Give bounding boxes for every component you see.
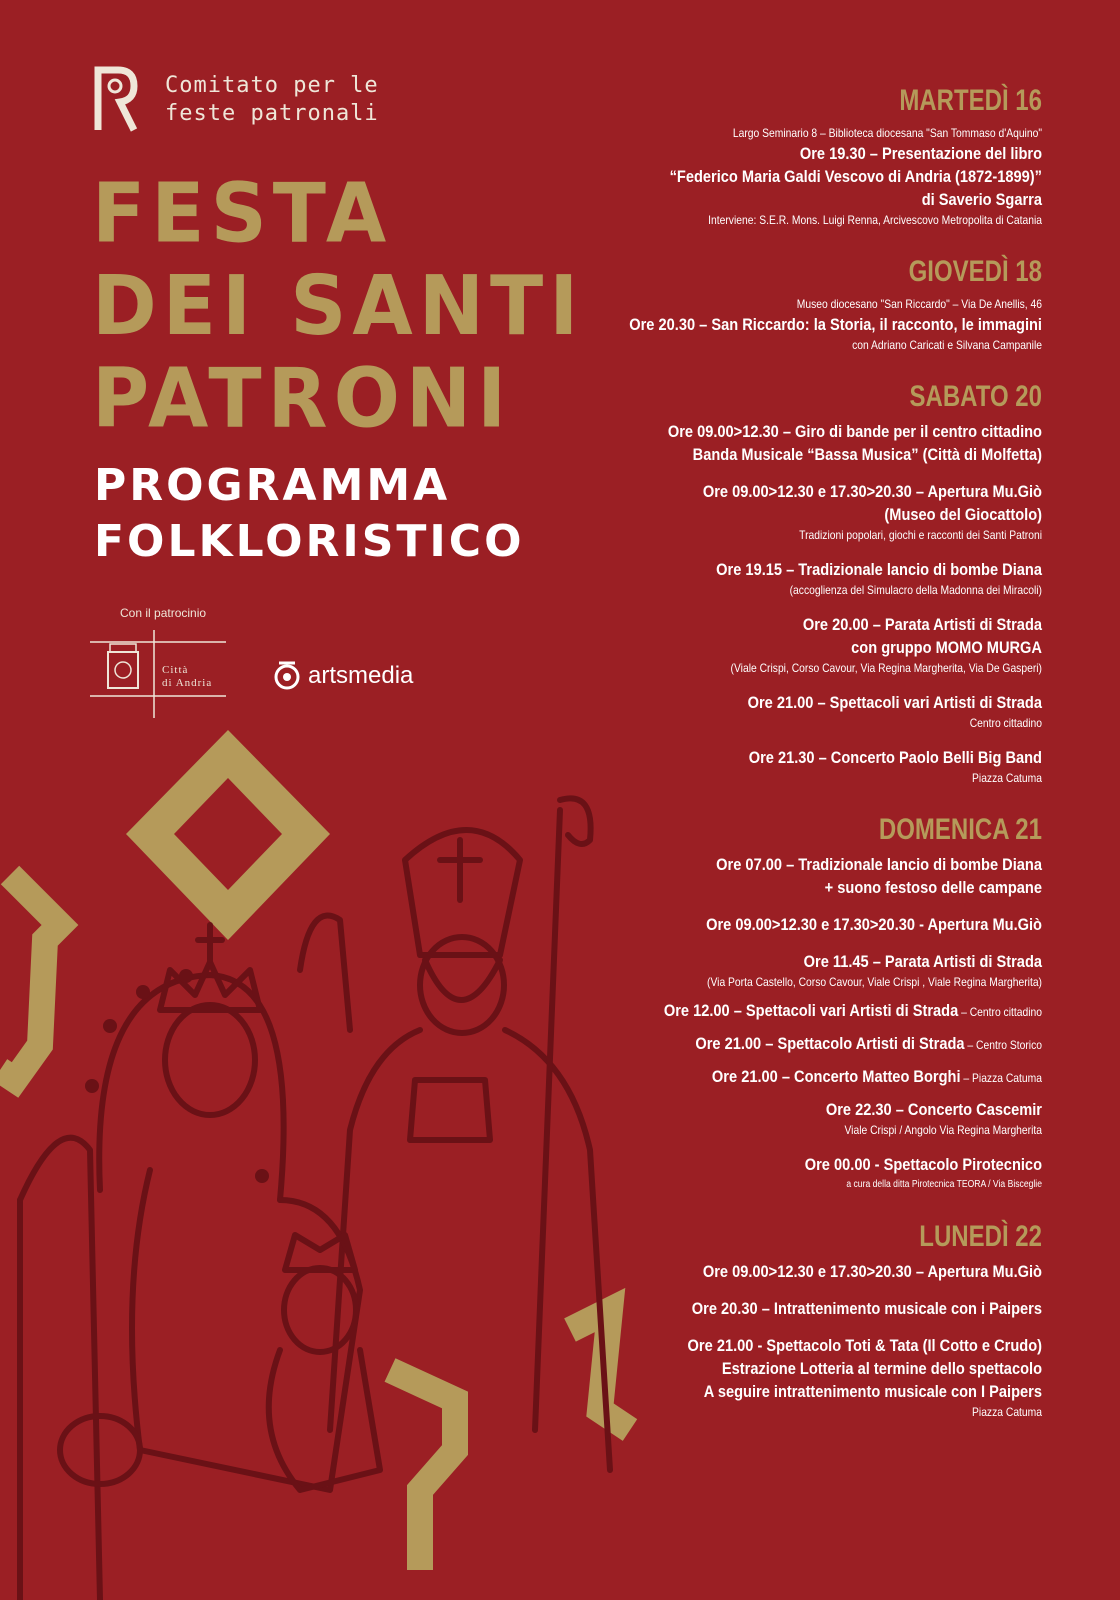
event-line: Ore 22.30 – Concerto Cascemir (825, 1100, 1042, 1119)
halo-stars (85, 969, 269, 1183)
event-line: Ore 07.00 – Tradizionale lancio di bombe Diana (716, 855, 1042, 874)
event-line: “Federico Maria Galdi Vescovo di Andria (1872-1899)” (669, 167, 1042, 186)
day-lunedi (402, 1220, 1042, 1421)
event-line: Ore 21.00 - Spettacolo Toti & Tata (Il Cotto e Crudo) (687, 1336, 1042, 1355)
committee-line-2: feste patronali (165, 101, 379, 126)
event-line: Ore 11.45 – Parata Artisti di Strada (803, 952, 1042, 971)
day-title: DOMENICA 21 (878, 813, 1042, 846)
citta-line-1: Città (162, 664, 189, 676)
event-place-inline: – Piazza Catuma (960, 1071, 1042, 1085)
event-note: Piazza Catuma (972, 771, 1042, 785)
event-line: con gruppo MOMO MURGA (851, 638, 1042, 657)
event-line (492, 1065, 1042, 1090)
event-line: (Museo del Giocattolo) (884, 505, 1042, 524)
event-line: Estrazione Lotteria al termine dello spettacolo (721, 1359, 1042, 1378)
event-line: Ore 20.30 – Intrattenimento musicale con i Paipers (691, 1299, 1042, 1318)
event-line: Ore 09.00>12.30 e 17.30>20.30 – Apertura Mu.Giò (702, 482, 1042, 501)
event-note: Viale Crispi / Angolo Via Regina Margherita (844, 1123, 1042, 1137)
title-line-3: PATRONI (92, 351, 513, 447)
day-sabato (402, 380, 1042, 787)
event-note: a cura della ditta Pirotecnica TEORA / Via Bisceglie (846, 1179, 1042, 1190)
citta-line-2: di Andria (162, 677, 213, 689)
event-note: (accoglienza del Simulacro della Madonna dei Miracoli) (789, 583, 1042, 597)
event-note: Tradizioni popolari, giochi e racconti dei Santi Patroni (799, 528, 1042, 542)
event-schedule (402, 84, 1042, 1421)
event-line (492, 1032, 1042, 1057)
event-note: Piazza Catuma (972, 1405, 1042, 1419)
event-note: (Viale Crispi, Corso Cavour, Via Regina Margherita, Via De Gasperi) (730, 661, 1042, 675)
event-line: Ore 20.30 – San Riccardo: la Storia, il racconto, le immagini (629, 315, 1042, 334)
event-note: con Adriano Caricati e Silvana Campanile (852, 338, 1042, 352)
event-line: Ore 09.00>12.30 e 17.30>20.30 - Apertura Mu.Giò (706, 915, 1042, 934)
event-line: Ore 21.00 – Spettacoli vari Artisti di Strada (747, 693, 1042, 712)
artsmedia-label: artsmedia (308, 662, 414, 689)
artsmedia-logo-icon (272, 660, 302, 690)
title-line-1: FESTA (92, 166, 393, 262)
committee-name (165, 72, 379, 128)
day-domenica (402, 813, 1042, 1194)
day-title: SABATO 20 (909, 380, 1042, 413)
event-line: Ore 09.00>12.30 e 17.30>20.30 – Apertura Mu.Giò (702, 1262, 1042, 1281)
event-place: Museo diocesano "San Riccardo" – Via De Anellis, 46 (796, 297, 1042, 311)
day-title: LUNEDÌ 22 (919, 1220, 1042, 1253)
event-title: Ore 21.00 – Spettacolo Artisti di Strada (695, 1034, 965, 1053)
subtitle-line-2: FOLKLORISTICO (94, 516, 525, 567)
event-line: Ore 19.15 – Tradizionale lancio di bombe Diana (716, 560, 1042, 579)
event-note: Interviene: S.E.R. Mons. Luigi Renna, Arcivescovo Metropolita di Catania (708, 213, 1042, 227)
event-title: Ore 12.00 – Spettacoli vari Artisti di Strada (663, 1001, 959, 1020)
event-line: + suono festoso delle campane (824, 878, 1042, 897)
event-place: Largo Seminario 8 – Biblioteca diocesana "San Tommaso d'Aquino" (732, 126, 1042, 140)
event-line: Banda Musicale “Bassa Musica” (Città di Molfetta) (692, 445, 1042, 464)
event-title: Ore 21.00 – Concerto Matteo Borghi (711, 1067, 961, 1086)
event-line: Ore 09.00>12.30 – Giro di bande per il centro cittadino (667, 422, 1042, 441)
title-line-2: DEI SANTI (92, 259, 585, 354)
event-line: Ore 00.00 - Spettacolo Pirotecnico (804, 1155, 1042, 1174)
event-line: Ore 19.30 – Presentazione del libro (799, 144, 1042, 163)
subtitle-line-1: PROGRAMMA (94, 460, 451, 511)
day-martedi (402, 84, 1042, 229)
day-giovedi (402, 255, 1042, 354)
day-title: MARTEDÌ 16 (899, 84, 1042, 117)
patronage-label: Con il patrocinio (120, 606, 207, 620)
madonna-figure (20, 925, 380, 1600)
event-note: Centro cittadino (969, 716, 1042, 730)
committee-line-1: Comitato per le (165, 73, 379, 98)
event-line (492, 999, 1042, 1024)
citta-di-andria-label (162, 664, 212, 690)
event-line: A seguire intrattenimento musicale con I Paipers (703, 1382, 1042, 1401)
event-note: (Via Porta Castello, Corso Cavour, Viale Crispi , Viale Regina Margherita) (707, 975, 1042, 989)
day-title: GIOVEDÌ 18 (908, 255, 1042, 288)
event-line: Ore 20.00 – Parata Artisti di Strada (802, 615, 1042, 634)
committee-logo-icon (92, 66, 138, 132)
event-line: Ore 21.30 – Concerto Paolo Belli Big Band (748, 748, 1042, 767)
event-line: di Saverio Sgarra (921, 190, 1042, 209)
event-place-inline: – Centro Storico (964, 1038, 1042, 1052)
event-place-inline: – Centro cittadino (958, 1005, 1042, 1019)
